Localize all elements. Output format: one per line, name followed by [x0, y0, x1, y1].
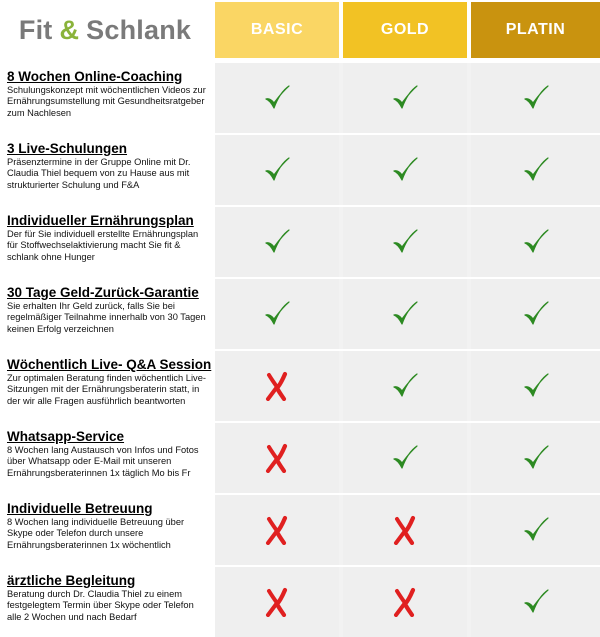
feature-title: 30 Tage Geld-Zurück-Garantie [7, 285, 199, 300]
platin-check-icon [471, 351, 600, 421]
feature-row [0, 134, 600, 205]
platin-check-icon [471, 567, 600, 637]
feature-text: Beratung durch Dr. Claudia Thiel zu einem festgelegtem Termin über Skype oder Telefon alle 2 Wochen und nach Bedarf [7, 589, 194, 622]
column-platin-header: PLATIN [471, 2, 600, 58]
brand-part1: Fit [18, 14, 53, 45]
feature-text: Präsenztermine in der Gruppe Online mit Dr. Claudia Thiel bequem von zu Hause aus mit strukturierter Schulung und F&A [7, 157, 191, 190]
feature-text: 8 Wochen lang individuelle Betreuung über Skype oder Telefon durch unsere Ernährungsberaterinnen 1x wöchentlich [7, 517, 185, 550]
basic-check-icon [215, 207, 339, 277]
column-gold-header: GOLD [343, 2, 467, 58]
feature-description [0, 351, 215, 421]
basic-cross-icon [215, 351, 339, 421]
feature-row [0, 62, 600, 133]
gold-check-icon [343, 423, 467, 493]
feature-text: Schulungskonzept mit wöchentlichen Videos zur Ernährungsumstellung mit Gesundheitsratgeber zum Nachlesen [7, 85, 206, 118]
feature-text: Zur optimalen Beratung finden wöchentlich Live-Sitzungen mit der Ernährungsberaterin statt, in der wir alle Fragen ausführlich beantworten [7, 373, 206, 406]
gold-check-icon [343, 351, 467, 421]
feature-row [0, 278, 600, 349]
feature-row [0, 422, 600, 493]
feature-title: Whatsapp-Service [7, 429, 125, 444]
brand-logo [0, 0, 210, 60]
gold-cross-icon [343, 567, 467, 637]
basic-cross-icon [215, 423, 339, 493]
feature-title: Individuelle Betreuung [7, 501, 153, 516]
feature-description [0, 495, 215, 565]
feature-row [0, 206, 600, 277]
feature-text: Der für Sie individuell erstellte Ernährungsplan für Stoffwechselaktivierung macht Sie fit & schlank ohne Hunger [7, 229, 199, 262]
feature-description [0, 207, 215, 277]
platin-check-icon [471, 495, 600, 565]
column-basic-header: BASIC [215, 2, 339, 58]
basic-check-icon [215, 63, 339, 133]
feature-description [0, 567, 215, 637]
feature-description [0, 423, 215, 493]
gold-check-icon [343, 207, 467, 277]
table-header [0, 0, 600, 60]
feature-text: 8 Wochen lang Austausch von Infos und Fotos über Whatsapp oder E-Mail mit unseren Ernährungsberaterinnen 1x täglich Mo bis Fr [7, 445, 199, 478]
gold-check-icon [343, 63, 467, 133]
feature-title: ärztliche Begleitung [7, 573, 136, 588]
feature-description [0, 279, 215, 349]
brand-part2: Schlank [86, 14, 192, 45]
feature-row [0, 350, 600, 421]
basic-cross-icon [215, 567, 339, 637]
platin-check-icon [471, 63, 600, 133]
platin-check-icon [471, 423, 600, 493]
platin-check-icon [471, 207, 600, 277]
feature-title: 8 Wochen Online-Coaching [7, 69, 183, 84]
gold-check-icon [343, 135, 467, 205]
platin-check-icon [471, 279, 600, 349]
feature-title: 3 Live-Schulungen [7, 141, 128, 156]
feature-title: Individueller Ernährungsplan [7, 213, 194, 228]
feature-description [0, 63, 215, 133]
feature-row [0, 566, 600, 637]
basic-check-icon [215, 279, 339, 349]
platin-check-icon [471, 135, 600, 205]
basic-check-icon [215, 135, 339, 205]
basic-cross-icon [215, 495, 339, 565]
gold-cross-icon [343, 495, 467, 565]
feature-text: Sie erhalten Ihr Geld zurück, falls Sie bei regelmäßiger Teilnahme innerhalb von 30 Tagen keinen Erfolg verzeichnen [7, 301, 206, 334]
feature-row [0, 494, 600, 565]
gold-check-icon [343, 279, 467, 349]
feature-description [0, 135, 215, 205]
brand-amp: & [59, 14, 80, 45]
feature-title: Wöchentlich Live- Q&A Session [7, 357, 212, 372]
